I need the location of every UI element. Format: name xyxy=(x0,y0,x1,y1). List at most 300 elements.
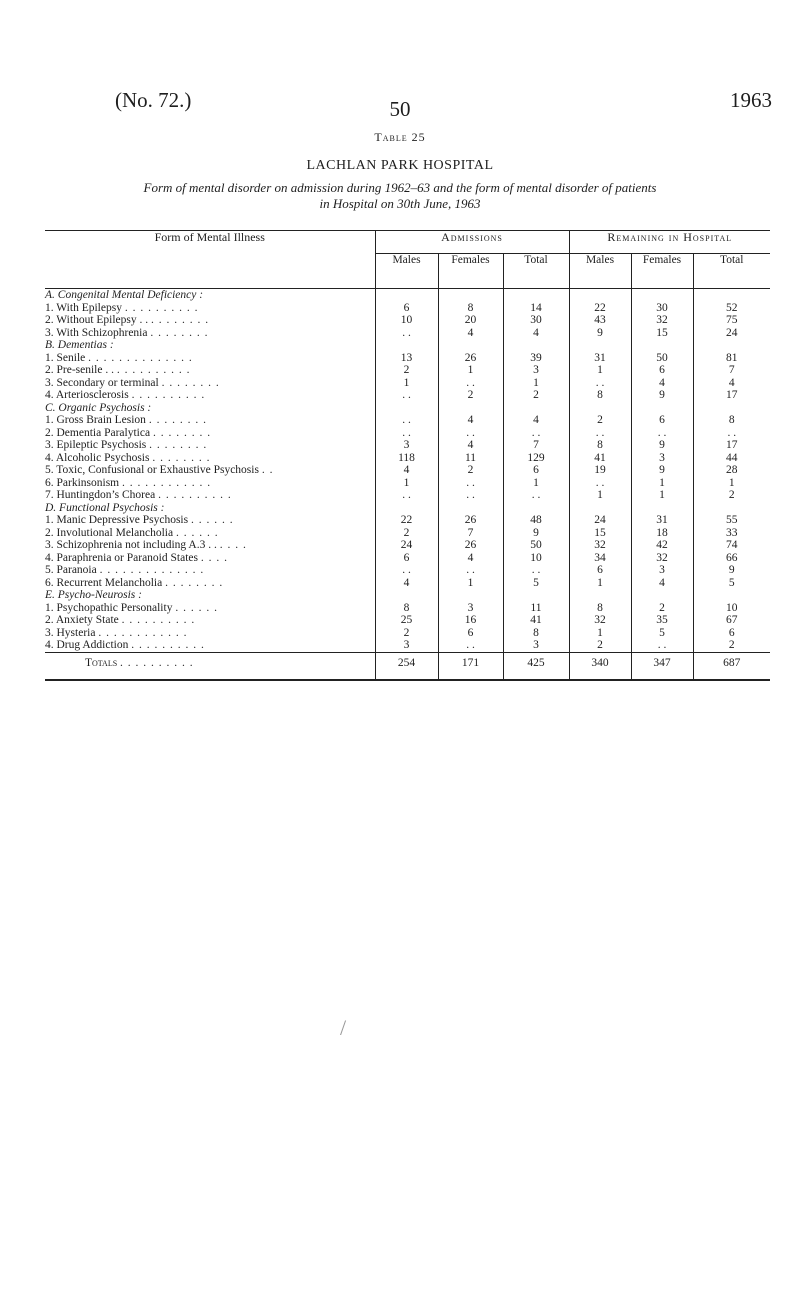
value-cell: . . xyxy=(503,489,569,502)
value-cell: 74 xyxy=(693,539,770,552)
row-label-cell xyxy=(45,314,375,327)
value-cell: 2 xyxy=(503,389,569,402)
row-leader-dots: . . . . . . . . . . . . . . xyxy=(88,351,193,364)
row-label-cell xyxy=(45,302,375,315)
value-cell: 31 xyxy=(569,352,631,365)
value-cell: 9 xyxy=(631,389,693,402)
value-cell: . . xyxy=(569,427,631,440)
row-leader-dots: . . . . . . . . . . xyxy=(158,489,232,501)
value-cell: 5 xyxy=(631,627,693,640)
value-cell: 1 xyxy=(375,477,438,490)
value-cell: 3 xyxy=(631,452,693,465)
empty-cell xyxy=(631,402,693,415)
row-label-cell xyxy=(45,377,375,390)
stray-pen-mark: / xyxy=(340,1015,347,1040)
row-leader-dots: . . . . . . . . . . xyxy=(121,614,196,626)
value-cell: 4 xyxy=(631,377,693,390)
value-cell: 20 xyxy=(438,314,503,327)
table-row xyxy=(45,577,770,590)
total-value-cell: 687 xyxy=(693,652,770,680)
value-cell: 3 xyxy=(503,364,569,377)
value-cell: 32 xyxy=(569,539,631,552)
row-label: 3. Secondary or terminal xyxy=(45,376,159,389)
empty-cell xyxy=(438,339,503,352)
value-cell: 15 xyxy=(569,527,631,540)
row-label: 1. Psychopathic Personality xyxy=(45,601,173,614)
value-cell: 16 xyxy=(438,614,503,627)
total-value-cell: 171 xyxy=(438,652,503,680)
row-label: 1. With Epilepsy xyxy=(45,301,122,314)
row-label: 4. Paraphrenia or Paranoid States xyxy=(45,551,198,564)
table-row xyxy=(45,314,770,327)
value-cell: 42 xyxy=(631,539,693,552)
empty-cell xyxy=(438,502,503,515)
row-leader-dots: . . . . . . . . xyxy=(151,314,210,326)
value-cell: 66 xyxy=(693,552,770,565)
value-cell: 11 xyxy=(438,452,503,465)
value-cell: 75 xyxy=(693,314,770,327)
form-column-header: Form of Mental Illness xyxy=(45,231,375,289)
row-label-cell xyxy=(45,452,375,465)
empty-cell xyxy=(375,339,438,352)
row-leader-dots: . . . . . . xyxy=(190,514,234,526)
totals-row xyxy=(45,652,770,680)
row-label: 3. Schizophrenia not including A.3 . . xyxy=(45,539,217,551)
value-cell: 6 xyxy=(438,627,503,640)
value-cell: . . xyxy=(693,427,770,440)
value-cell: 28 xyxy=(693,464,770,477)
value-cell: 7 xyxy=(438,527,503,540)
row-label: 1. Manic Depressive Psychosis xyxy=(45,514,189,526)
value-cell: 10 xyxy=(693,602,770,615)
table-row xyxy=(45,452,770,465)
section-title: B. Dementias : xyxy=(45,339,114,351)
value-cell: 1 xyxy=(375,377,438,390)
value-cell: 4 xyxy=(631,577,693,590)
table-row xyxy=(45,489,770,502)
row-leader-dots: . . . . . . . . xyxy=(148,414,207,426)
row-label-cell xyxy=(45,477,375,490)
empty-cell xyxy=(375,502,438,515)
table-row xyxy=(45,514,770,527)
table-row xyxy=(45,364,770,377)
value-cell: 1 xyxy=(569,364,631,377)
row-label: 3. Hysteria xyxy=(45,626,96,639)
row-label-cell xyxy=(45,464,375,477)
row-label: 5. Toxic, Confusional or Exhaustive Psychosis xyxy=(45,464,259,476)
table-row xyxy=(45,439,770,452)
row-label: 1. Senile xyxy=(45,351,86,364)
value-cell: 7 xyxy=(693,364,770,377)
admissions-header: Admissions xyxy=(375,231,569,254)
empty-cell xyxy=(438,589,503,602)
rem-males-header: Males xyxy=(569,254,631,289)
empty-cell xyxy=(569,402,631,415)
value-cell: 1 xyxy=(503,477,569,490)
row-label: 6. Parkinsonism xyxy=(45,476,120,489)
row-label-cell xyxy=(45,577,375,590)
value-cell: . . xyxy=(438,477,503,490)
row-leader-dots: . . . . . . . . . . . . . . xyxy=(99,564,205,576)
row-label-cell xyxy=(45,389,375,402)
value-cell: 3 xyxy=(631,564,693,577)
value-cell: 48 xyxy=(503,514,569,527)
empty-cell xyxy=(438,289,503,302)
empty-cell xyxy=(503,339,569,352)
empty-cell xyxy=(569,339,631,352)
value-cell: 4 xyxy=(438,414,503,427)
row-label: 4. Arteriosclerosis xyxy=(45,389,129,401)
row-leader-dots: . . . . . . . . xyxy=(149,439,208,451)
value-cell: . . xyxy=(375,564,438,577)
value-cell: 17 xyxy=(693,439,770,452)
table-row xyxy=(45,552,770,565)
value-cell: 32 xyxy=(631,552,693,565)
rem-total-header: Total xyxy=(693,254,770,289)
totals-label: Totals xyxy=(85,656,118,669)
section-title: A. Congenital Mental Deficiency : xyxy=(45,289,204,301)
value-cell: 8 xyxy=(503,627,569,640)
table-row xyxy=(45,464,770,477)
value-cell: 4 xyxy=(693,377,770,390)
row-leader-dots: . . . . . . . . . . . . xyxy=(98,626,188,639)
value-cell: 1 xyxy=(503,377,569,390)
value-cell: 6 xyxy=(631,364,693,377)
header-right: 1963 xyxy=(730,88,772,112)
value-cell: 9 xyxy=(569,327,631,340)
row-leader-dots: . . . . . . . . xyxy=(165,576,224,589)
row-leader-dots: . . . . . . . . xyxy=(161,376,220,389)
value-cell: 41 xyxy=(569,452,631,465)
totals-label-cell xyxy=(45,652,375,680)
empty-cell xyxy=(693,339,770,352)
row-leader-dots: . . . . . . . . xyxy=(152,426,212,439)
value-cell: 3 xyxy=(503,639,569,652)
row-label: 6. Recurrent Melancholia xyxy=(45,576,163,589)
empty-cell xyxy=(631,589,693,602)
row-label-cell xyxy=(45,552,375,565)
value-cell: 8 xyxy=(375,602,438,615)
row-label-cell xyxy=(45,489,375,502)
row-label-cell xyxy=(45,364,375,377)
row-label: 2. Pre-senile . . xyxy=(45,364,114,376)
value-cell: 43 xyxy=(569,314,631,327)
value-cell: . . xyxy=(631,639,693,652)
row-leader-dots: . . xyxy=(261,464,274,476)
value-cell: 26 xyxy=(438,352,503,365)
value-cell: 41 xyxy=(503,614,569,627)
table-row xyxy=(45,377,770,390)
row-leader-dots: . . . . . . . . . . xyxy=(116,364,191,376)
value-cell: 10 xyxy=(503,552,569,565)
row-leader-dots: . . . . . . . . . . xyxy=(124,301,199,314)
row-leader-dots: . . . . . . xyxy=(175,601,218,614)
value-cell: 6 xyxy=(631,414,693,427)
value-cell: 10 xyxy=(375,314,438,327)
empty-cell xyxy=(693,502,770,515)
value-cell: 2 xyxy=(375,527,438,540)
remaining-header: Remaining in Hospital xyxy=(569,231,770,254)
value-cell: 13 xyxy=(375,352,438,365)
value-cell: 55 xyxy=(693,514,770,527)
empty-cell xyxy=(503,402,569,415)
value-cell: 2 xyxy=(693,639,770,652)
value-cell: 50 xyxy=(503,539,569,552)
value-cell: 2 xyxy=(693,489,770,502)
value-cell: . . xyxy=(375,327,438,340)
value-cell: 25 xyxy=(375,614,438,627)
table-row xyxy=(45,639,770,652)
value-cell: 4 xyxy=(438,327,503,340)
value-cell: 2 xyxy=(375,364,438,377)
value-cell: 2 xyxy=(375,627,438,640)
section-row xyxy=(45,502,770,515)
row-leader-dots: . . . . . . . . . . xyxy=(131,639,205,651)
value-cell: 4 xyxy=(503,327,569,340)
value-cell: 1 xyxy=(631,477,693,490)
empty-cell xyxy=(375,402,438,415)
table-row xyxy=(45,539,770,552)
adm-total-header: Total xyxy=(503,254,569,289)
section-row xyxy=(45,339,770,352)
row-label-cell xyxy=(45,627,375,640)
table-row xyxy=(45,389,770,402)
table-row xyxy=(45,427,770,440)
total-value-cell: 254 xyxy=(375,652,438,680)
value-cell: . . xyxy=(631,427,693,440)
value-cell: 6 xyxy=(569,564,631,577)
value-cell: 9 xyxy=(693,564,770,577)
value-cell: . . xyxy=(438,564,503,577)
value-cell: 22 xyxy=(375,514,438,527)
value-cell: 1 xyxy=(569,627,631,640)
total-value-cell: 347 xyxy=(631,652,693,680)
value-cell: 9 xyxy=(503,527,569,540)
table-caption xyxy=(0,180,800,212)
value-cell: 2 xyxy=(631,602,693,615)
adm-females-header: Females xyxy=(438,254,503,289)
value-cell: 33 xyxy=(693,527,770,540)
value-cell: 81 xyxy=(693,352,770,365)
value-cell: 50 xyxy=(631,352,693,365)
table-row xyxy=(45,614,770,627)
row-label-cell xyxy=(45,614,375,627)
section-title: C. Organic Psychosis : xyxy=(45,401,152,414)
table-body xyxy=(45,289,770,681)
table-row xyxy=(45,602,770,615)
value-cell: 24 xyxy=(693,327,770,340)
value-cell: 67 xyxy=(693,614,770,627)
value-cell: . . xyxy=(375,489,438,502)
caption-line-2: in Hospital on 30th June, 1963 xyxy=(319,196,481,211)
row-leader-dots: . . . . . . . . . . . . xyxy=(122,476,212,489)
row-label-cell xyxy=(45,439,375,452)
row-label: 1. Gross Brain Lesion xyxy=(45,414,146,426)
value-cell: 4 xyxy=(375,577,438,590)
value-cell: . . xyxy=(438,427,503,440)
value-cell: . . xyxy=(375,427,438,440)
value-cell: 11 xyxy=(503,602,569,615)
row-label: 4. Drug Addiction xyxy=(45,639,129,651)
table-row xyxy=(45,414,770,427)
value-cell: 5 xyxy=(693,577,770,590)
value-cell: 3 xyxy=(375,639,438,652)
row-label: 2. Dementia Paralytica xyxy=(45,426,151,439)
value-cell: 6 xyxy=(503,464,569,477)
row-label-cell xyxy=(45,564,375,577)
empty-cell xyxy=(693,402,770,415)
table-row xyxy=(45,627,770,640)
row-leader-dots: . . . . . . xyxy=(175,526,219,539)
row-leader-dots: . . . . . . . . xyxy=(152,451,211,464)
row-leader-dots: . . . . xyxy=(200,551,228,564)
value-cell: 4 xyxy=(375,464,438,477)
rem-females-header: Females xyxy=(631,254,693,289)
value-cell: 30 xyxy=(631,302,693,315)
value-cell: . . xyxy=(569,477,631,490)
row-label: 4. Alcoholic Psychosis xyxy=(45,451,150,464)
value-cell: 1 xyxy=(438,577,503,590)
value-cell: 1 xyxy=(438,364,503,377)
row-label-cell xyxy=(45,527,375,540)
totals-leader-dots: . . . . . . . . . . xyxy=(120,656,194,669)
empty-cell xyxy=(631,339,693,352)
row-label-cell xyxy=(45,539,375,552)
row-label: 2. Anxiety State xyxy=(45,614,119,626)
empty-cell xyxy=(569,589,631,602)
empty-cell xyxy=(375,589,438,602)
empty-cell xyxy=(438,402,503,415)
value-cell: 15 xyxy=(631,327,693,340)
row-label-cell xyxy=(45,427,375,440)
value-cell: 14 xyxy=(503,302,569,315)
value-cell: 118 xyxy=(375,452,438,465)
value-cell: 24 xyxy=(375,539,438,552)
section-title: D. Functional Psychosis : xyxy=(45,501,165,514)
empty-cell xyxy=(569,289,631,302)
value-cell: 34 xyxy=(569,552,631,565)
value-cell: 8 xyxy=(438,302,503,315)
adm-males-header: Males xyxy=(375,254,438,289)
value-cell: 17 xyxy=(693,389,770,402)
value-cell: 26 xyxy=(438,539,503,552)
total-value-cell: 425 xyxy=(503,652,569,680)
row-label: 3. Epileptic Psychosis xyxy=(45,439,147,451)
total-value-cell: 340 xyxy=(569,652,631,680)
value-cell: 30 xyxy=(503,314,569,327)
value-cell: 1 xyxy=(631,489,693,502)
row-label-cell xyxy=(45,327,375,340)
table-row xyxy=(45,477,770,490)
value-cell: 3 xyxy=(375,439,438,452)
row-label-cell xyxy=(45,602,375,615)
value-cell: 22 xyxy=(569,302,631,315)
value-cell: 35 xyxy=(631,614,693,627)
value-cell: 7 xyxy=(503,439,569,452)
row-label-cell xyxy=(45,414,375,427)
value-cell: 39 xyxy=(503,352,569,365)
table-row xyxy=(45,564,770,577)
empty-cell xyxy=(569,502,631,515)
value-cell: 8 xyxy=(569,602,631,615)
row-label-cell xyxy=(45,352,375,365)
value-cell: 26 xyxy=(438,514,503,527)
value-cell: 44 xyxy=(693,452,770,465)
row-label: 7. Huntingdon’s Chorea xyxy=(45,489,156,501)
value-cell: 32 xyxy=(569,614,631,627)
value-cell: 1 xyxy=(569,489,631,502)
page-number: 50 xyxy=(389,97,411,121)
row-label: 2. Without Epilepsy . . xyxy=(45,314,149,326)
row-leader-dots: . . . . . . . . . . xyxy=(131,389,206,401)
value-cell: 4 xyxy=(438,552,503,565)
value-cell: . . xyxy=(569,377,631,390)
empty-cell xyxy=(503,589,569,602)
value-cell: 1 xyxy=(693,477,770,490)
table-row xyxy=(45,327,770,340)
value-cell: 5 xyxy=(503,577,569,590)
value-cell: 18 xyxy=(631,527,693,540)
empty-cell xyxy=(693,289,770,302)
table-row xyxy=(45,527,770,540)
row-label: 2. Involutional Melancholia xyxy=(45,526,174,539)
value-cell: 8 xyxy=(569,439,631,452)
header-left: (No. 72.) xyxy=(115,88,192,112)
value-cell: 6 xyxy=(375,552,438,565)
value-cell: 8 xyxy=(569,389,631,402)
empty-cell xyxy=(503,502,569,515)
value-cell: 8 xyxy=(693,414,770,427)
value-cell: 32 xyxy=(631,314,693,327)
value-cell: . . xyxy=(375,414,438,427)
value-cell: 24 xyxy=(569,514,631,527)
row-label-cell xyxy=(45,639,375,652)
value-cell: 9 xyxy=(631,439,693,452)
value-cell: 1 xyxy=(569,577,631,590)
value-cell: . . xyxy=(438,639,503,652)
mental-illness-table xyxy=(45,230,770,681)
row-label-cell xyxy=(45,514,375,527)
row-leader-dots: . . . . xyxy=(219,539,247,551)
section-title: E. Psycho-Neurosis : xyxy=(45,589,142,601)
value-cell: 52 xyxy=(693,302,770,315)
value-cell: 2 xyxy=(438,464,503,477)
empty-cell xyxy=(375,289,438,302)
value-cell: 4 xyxy=(503,414,569,427)
caption-line-1: Form of mental disorder on admission during 1962–63 and the form of mental disorder of patients xyxy=(143,180,657,195)
value-cell: 6 xyxy=(693,627,770,640)
row-label: 3. With Schizophrenia xyxy=(45,326,148,339)
value-cell: 6 xyxy=(375,302,438,315)
value-cell: 2 xyxy=(438,389,503,402)
value-cell: . . xyxy=(503,427,569,440)
table-label: Table 25 xyxy=(374,130,426,144)
value-cell: 2 xyxy=(569,414,631,427)
value-cell: 9 xyxy=(631,464,693,477)
empty-cell xyxy=(503,289,569,302)
section-row xyxy=(45,589,770,602)
value-cell: . . xyxy=(503,564,569,577)
value-cell: 4 xyxy=(438,439,503,452)
row-label: 5. Paranoia xyxy=(45,564,97,576)
value-cell: . . xyxy=(438,377,503,390)
section-row xyxy=(45,289,770,302)
empty-cell xyxy=(631,502,693,515)
value-cell: 19 xyxy=(569,464,631,477)
value-cell: 3 xyxy=(438,602,503,615)
hospital-name: LACHLAN PARK HOSPITAL xyxy=(306,158,494,173)
row-leader-dots: . . . . . . . . xyxy=(150,326,209,339)
